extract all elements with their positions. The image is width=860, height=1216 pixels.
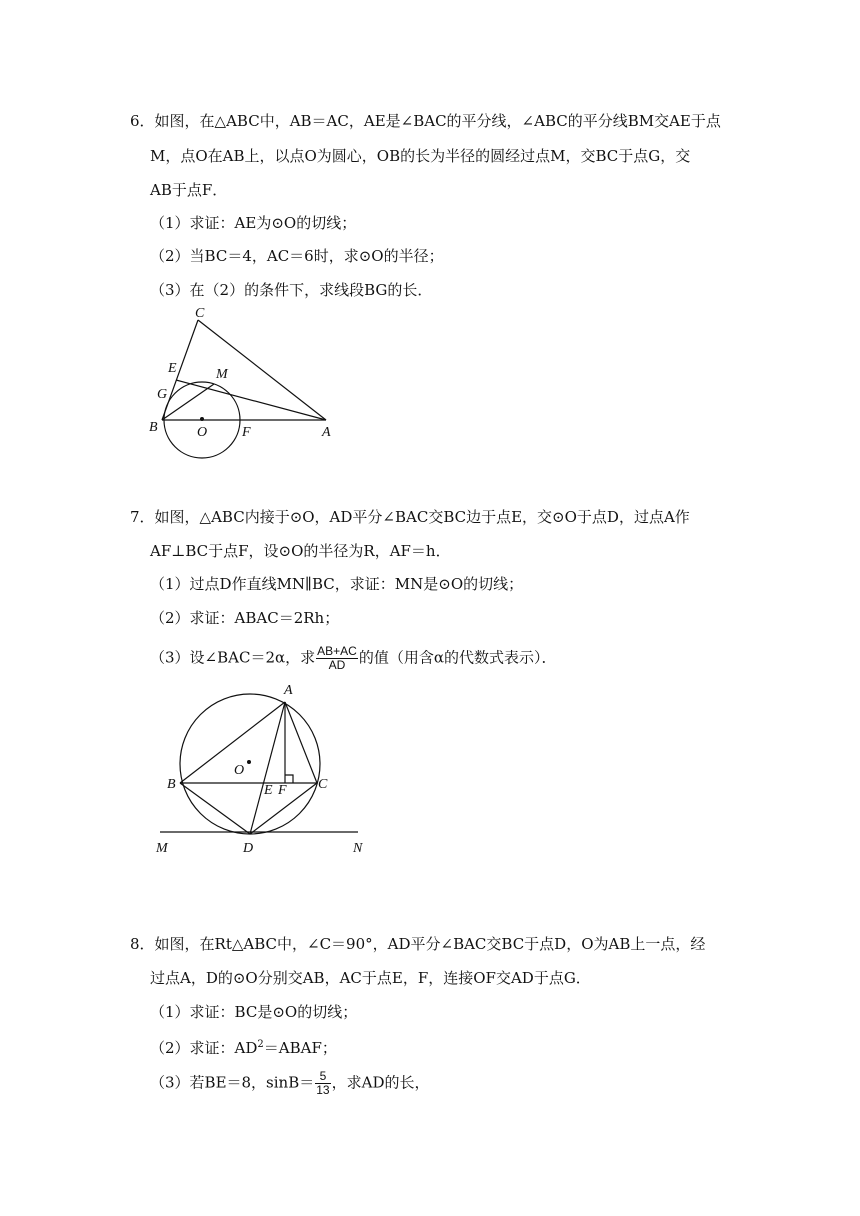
- p7-label-m: M: [156, 841, 168, 856]
- p7-line-1: 7．如图，△ABC内接于⊙O，AD平分∠BAC交BC边于点E，交⊙O于点D，过点A作: [130, 508, 690, 526]
- p7-label-o: O: [234, 763, 245, 778]
- p6-part-1: （1）求证：AE为⊙O的切线；: [150, 214, 357, 232]
- p8-part-2: （2）求证：$AD^2=ABAF$；: [150, 1039, 337, 1057]
- p7-figure: [150, 680, 380, 860]
- p8-number: 8．: [130, 935, 155, 953]
- p8-fraction: $\frac{5}{13}$: [316, 1069, 330, 1097]
- p8-superscript: 2: [257, 1039, 264, 1050]
- p8-part-1: （1）求证：BC是⊙O的切线；: [150, 1003, 358, 1021]
- p6-line-2: M，点O在AB上，以点O为圆心，OB的长为半径的圆经过点M，交BC于点G，交: [150, 147, 691, 165]
- p8-part-3: （3）若BE＝8，sinB＝ $\frac{5}{13}$ ，求AD的长，: [150, 1069, 430, 1097]
- p7-part-1: （1）过点D作直线MN∥BC，求证：MN是⊙O的切线；: [150, 575, 524, 593]
- p6-label-e: E: [168, 361, 177, 376]
- p6-label-b: B: [149, 420, 158, 435]
- p6-label-o: O: [197, 425, 208, 440]
- p7-part-2: （2）求证：ABAC＝2Rh；: [150, 609, 340, 627]
- p7-label-b: B: [167, 777, 176, 792]
- p7-label-d: D: [243, 841, 254, 856]
- p7-part-3: （3）设∠BAC＝2α，求 $\frac{AB+AC}{AD}$ 的值（用含α的代数式表示）．: [150, 644, 557, 672]
- p8-line-1: 8．如图，在Rt△ABC中，∠C＝90°，AD平分∠BAC交BC于点D，O为AB上一点，经: [130, 935, 706, 953]
- p6-line-3: AB于点F．: [150, 181, 228, 199]
- p7-label-c: C: [318, 777, 328, 792]
- p6-label-m: M: [216, 367, 228, 382]
- p6-part-3: （3）在（2）的条件下，求线段BG的长．: [150, 281, 433, 299]
- p6-label-g: G: [157, 387, 168, 402]
- p8-line-2: 过点A，D的⊙O分别交AB，AC于点E，F，连接OF交AD于点G．: [150, 969, 591, 987]
- p6-label-c: C: [195, 306, 205, 321]
- p7-number: 7．: [130, 508, 155, 526]
- p7-label-n: N: [353, 841, 363, 856]
- p7-label-e: E: [264, 783, 273, 798]
- p6-label-f: F: [242, 425, 251, 440]
- p7-label-a: A: [284, 683, 293, 698]
- p7-line-2: AF⊥BC于点F，设⊙O的半径为R，AF＝h．: [150, 542, 451, 560]
- p7-label-f: F: [278, 783, 287, 798]
- p6-number: 6．: [130, 112, 155, 130]
- p6-figure: [140, 300, 350, 470]
- p6-label-a: A: [322, 425, 331, 440]
- p6-part-2: （2）当BC＝4，AC＝6时，求⊙O的半径；: [150, 247, 444, 265]
- p6-line-1: 6．如图，在△ABC中，AB＝AC，AE是∠BAC的平分线，∠ABC的平分线BM交AE于点: [130, 112, 721, 130]
- p7-fraction: $\frac{AB+AC}{AD}$: [317, 644, 357, 672]
